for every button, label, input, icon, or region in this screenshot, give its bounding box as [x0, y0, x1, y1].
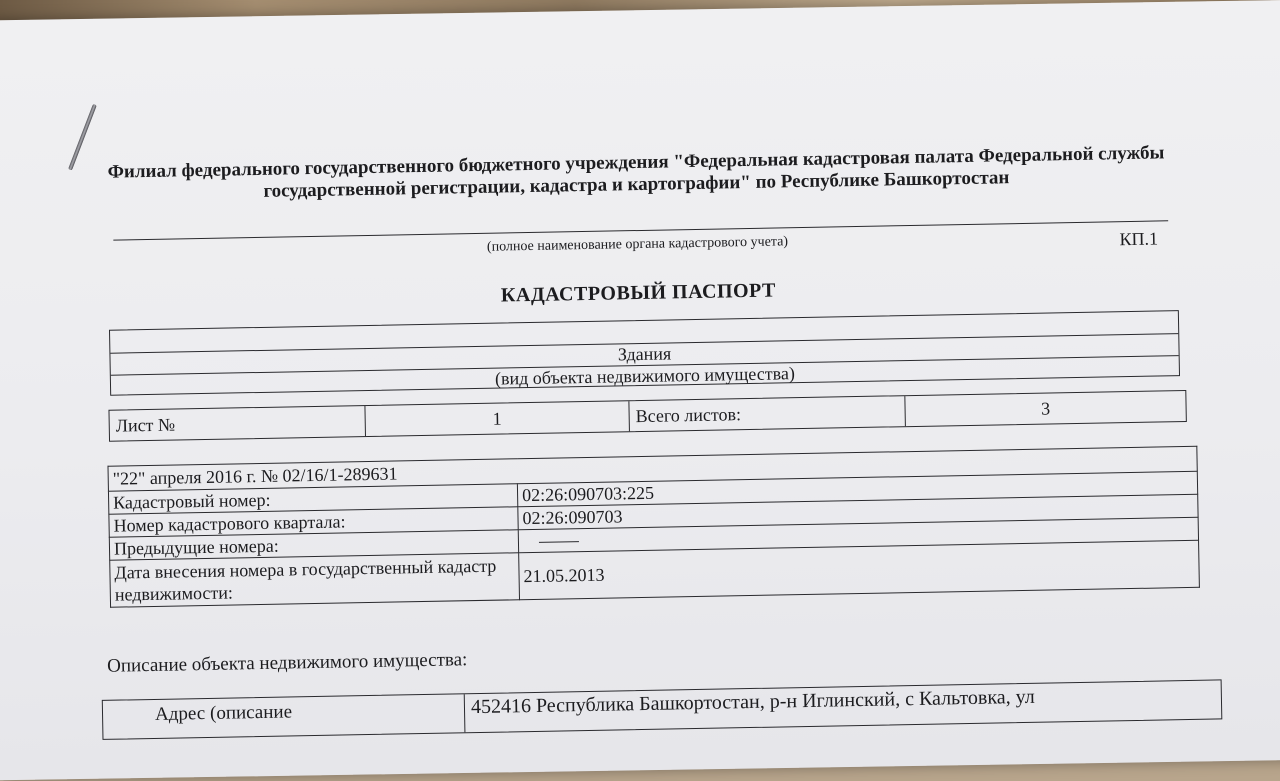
institution-name: Филиал федерального государственного бюджетного учреждения "Федеральная кадастровая палата Федеральной службы государственной регистрации, кадастра и картографии" по Республике Башкортостан: [107, 142, 1165, 202]
row-value: 02:26:090703: [518, 494, 1198, 529]
staple-icon: [68, 104, 97, 171]
row-label: Номер кадастрового квартала:: [109, 507, 518, 537]
total-sheets-number: 3: [1040, 398, 1051, 419]
address-label: Адрес (описание: [103, 694, 466, 739]
dash-mark: [539, 542, 579, 544]
form-code: КП.1: [1119, 228, 1159, 250]
sheet-number: 1: [365, 401, 630, 436]
sheet-label: Лист №: [109, 406, 366, 441]
document-title: КАДАСТРОВЫЙ ПАСПОРТ: [500, 279, 777, 307]
description-heading: Описание объекта недвижимого имущества:: [106, 649, 468, 677]
object-type-box: [109, 310, 1180, 396]
row-label: Дата внесения номера в государственный кадастр недвижимости:: [110, 553, 520, 607]
row-value: 21.05.2013: [519, 540, 1200, 599]
sheet-table: [108, 390, 1186, 442]
address-value: 452416 Республика Башкортостан, р-н Иглинский, с Кальтовка, ул: [470, 685, 1035, 719]
object-type-value: Здания: [617, 343, 672, 365]
row-label: Предыдущие номера:: [109, 530, 518, 560]
record-table: [107, 446, 1199, 608]
institution-caption: (полное наименование органа кадастрового учета): [486, 234, 789, 255]
row-value: 02:26:090703:225: [517, 471, 1197, 506]
object-type-caption: (вид объекта недвижимого имущества): [494, 363, 796, 389]
record-date-line: "22" апреля 2016 г. № 02/16/1-289631: [108, 446, 1197, 491]
row-label: Кадастровый номер:: [108, 484, 517, 514]
total-sheets-label: Всего листов:: [629, 396, 906, 431]
